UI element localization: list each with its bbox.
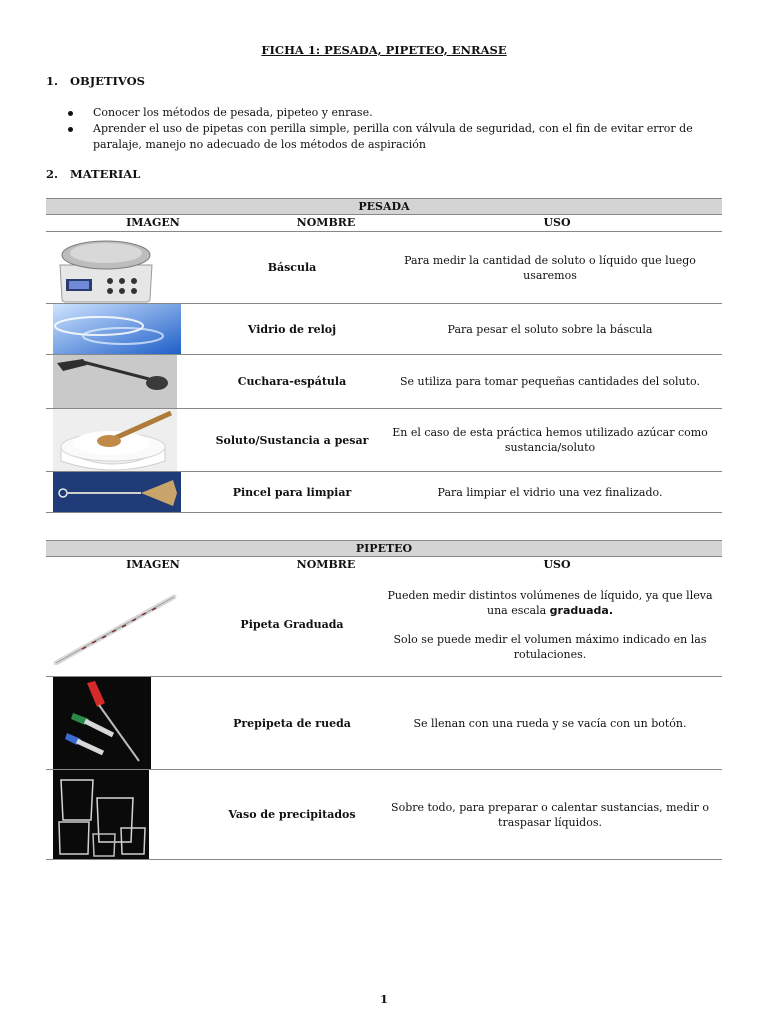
section-heading-objetivos (46, 74, 145, 88)
image-cell (46, 355, 206, 408)
list-item (68, 121, 708, 153)
table-row (46, 573, 722, 677)
item-uso (378, 588, 722, 662)
item-name: Soluto/Sustancia a pesar (215, 433, 369, 447)
image-cell (46, 770, 206, 859)
section-number: 1. (46, 74, 59, 88)
item-name: Pipeta Graduada (240, 618, 344, 631)
pesada-table (46, 198, 722, 513)
pipeteo-table (46, 540, 722, 860)
objetivos-list (68, 105, 708, 153)
item-name: Prepipeta de rueda (233, 716, 351, 730)
table-band-title: PIPETEO (46, 540, 722, 557)
item-uso: Se utiliza para tomar pequeñas cantidades del soluto. (400, 375, 700, 388)
wheel-pipette-filler-icon (53, 677, 151, 769)
table-header-row (46, 215, 722, 232)
table-row (46, 770, 722, 860)
header-imagen: IMAGEN (126, 216, 180, 229)
header-uso: USO (543, 216, 571, 229)
spoon-spatula-icon (53, 355, 177, 408)
section-label: OBJETIVOS (70, 74, 145, 88)
graduated-pipette-icon (52, 585, 182, 665)
header-uso: USO (543, 558, 571, 571)
watch-glass-icon (53, 304, 181, 354)
section-label: MATERIAL (70, 167, 141, 181)
item-uso: En el caso de esta práctica hemos utilizado azúcar como sustancia/soluto (392, 426, 708, 454)
objetivo-text: Aprender el uso de pipetas con perilla simple, perilla con válvula de seguridad, con el fin de evitar error de paralaje, manejo no adecuado de los métodos de aspiración (93, 122, 693, 151)
item-uso: Para medir la cantidad de soluto o líquido que luego usaremos (404, 253, 696, 282)
image-cell (46, 304, 206, 354)
item-uso: Se llenan con una rueda y se vacía con un botón. (413, 716, 687, 730)
page-number: 1 (379, 992, 388, 1006)
item-name: Báscula (267, 261, 317, 274)
objetivo-text: Conocer los métodos de pesada, pipeteo y enrase. (93, 106, 373, 119)
bullet-icon (68, 127, 73, 132)
cleaning-brush-icon (53, 472, 181, 512)
image-cell (46, 232, 206, 303)
image-cell (46, 409, 206, 471)
item-uso: Para pesar el soluto sobre la báscula (447, 322, 653, 336)
table-band-title: PESADA (46, 198, 722, 215)
table-row (46, 355, 722, 409)
table-row (46, 232, 722, 304)
image-cell (46, 677, 206, 769)
header-nombre: NOMBRE (296, 216, 356, 229)
item-name: Pincel para limpiar (232, 485, 352, 499)
uso-text: Pueden medir distintos volúmenes de líquido, ya que lleva una escala (387, 588, 713, 617)
table-row (46, 304, 722, 355)
section-heading-material (46, 167, 140, 181)
item-uso: Para limpiar el vidrio una vez finalizado. (437, 485, 663, 499)
item-name: Vaso de precipitados (228, 808, 356, 821)
table-row (46, 677, 722, 770)
table-header-row (46, 557, 722, 573)
section-number: 2. (46, 167, 59, 181)
image-cell (46, 573, 206, 676)
header-imagen: IMAGEN (126, 558, 180, 571)
uso-text: Solo se puede medir el volumen máximo indicado en las rotulaciones. (393, 632, 707, 661)
table-row (46, 472, 722, 513)
table-row (46, 409, 722, 472)
item-name: Vidrio de reloj (247, 322, 337, 336)
item-name: Cuchara-espátula (237, 375, 347, 388)
document-title: FICHA 1: PESADA, PIPETEO, ENRASE (261, 43, 507, 57)
image-cell (46, 472, 206, 512)
uso-bold: graduada. (549, 603, 613, 617)
sugar-bowl-icon (53, 409, 177, 471)
item-uso: Sobre todo, para preparar o calentar sustancias, medir o traspasar líquidos. (391, 800, 709, 829)
beakers-icon (53, 770, 149, 859)
list-item (68, 105, 708, 121)
header-nombre: NOMBRE (296, 558, 356, 571)
bullet-icon (68, 111, 73, 116)
digital-scale-icon (46, 233, 196, 303)
